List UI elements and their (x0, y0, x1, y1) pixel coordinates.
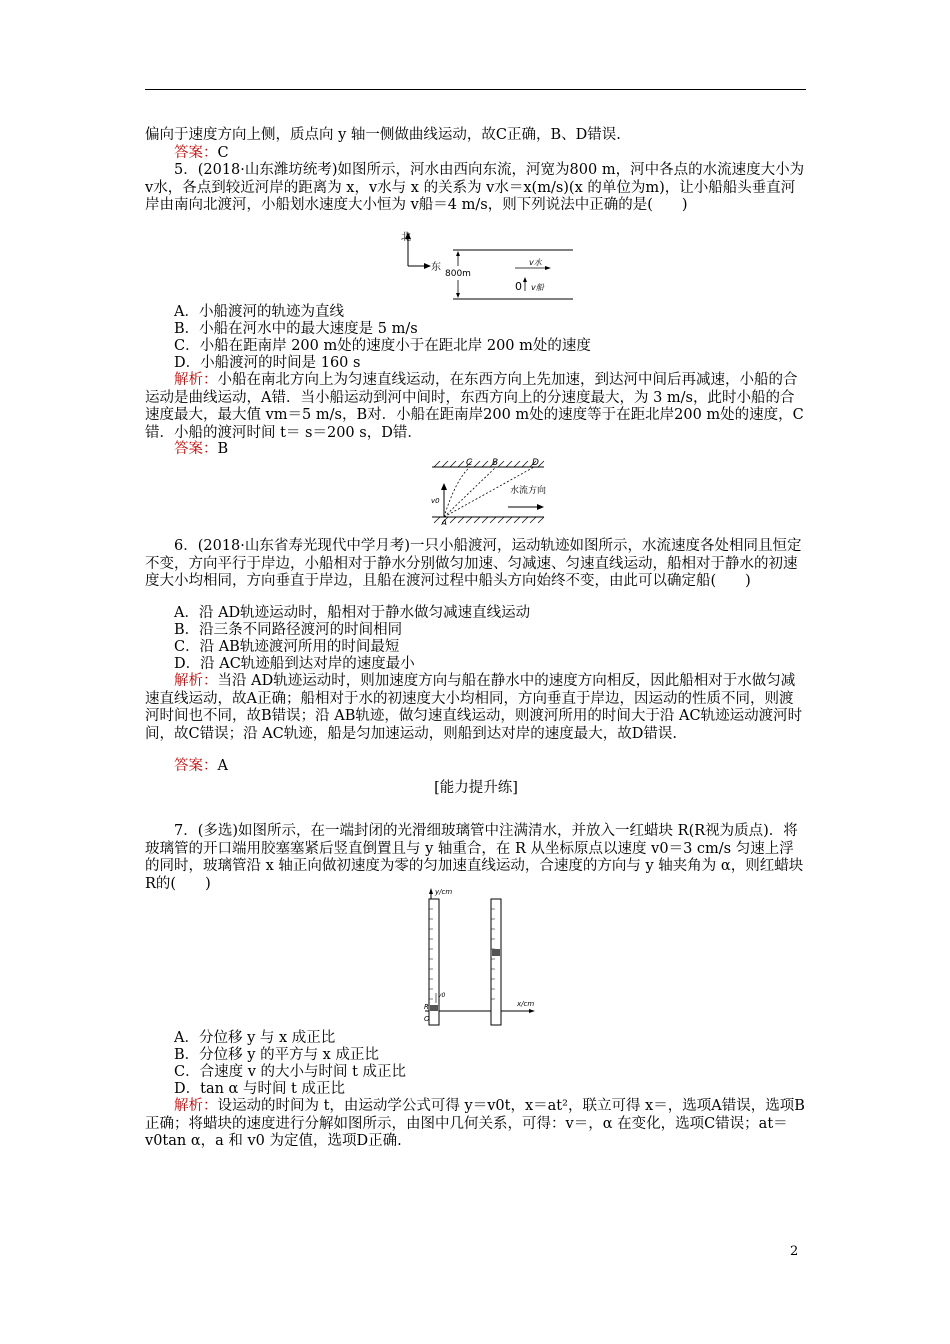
intro-line: 偏向于速度方向上侧，质点向 y 轴一侧做曲线运动，故C正确，B、D错误. (145, 127, 621, 143)
q7-option-d: D．tan α 与时间 t 成正比 (174, 1081, 345, 1097)
point-d-label: D (532, 458, 539, 468)
v0-label: v0 (438, 992, 446, 999)
q5-option-b: B．小船在河水中的最大速度是 5 m/s (174, 321, 418, 337)
v-water-label: v水 (529, 258, 542, 267)
page-number: 2 (790, 1244, 799, 1259)
q6-option-a: A．沿 AD轨迹运动时，船相对于静水做匀减速直线运动 (174, 605, 531, 621)
q6-stem: 6．(2018·山东省寿光现代中学月考)一只小船渡河，运动轨迹如图所示，水流速度各处相同且恒定不变，方向平行于岸边，小船相对于静水分别做匀加速、匀减速、匀速直线运动，船相对于静水的初速度大小均相同，方向垂直于岸边，且船在渡河过程中船头方向始终不变，由此可以确定船( ) (145, 538, 802, 590)
v-boat-label: v船 (531, 283, 544, 292)
q6-answer: 答案：A (174, 758, 228, 774)
q5-option-a: A．小船渡河的轨迹为直线 (174, 304, 344, 320)
y-axis-label: y/cm (435, 888, 453, 896)
q6-option-d: D．沿 AC轨迹船到达对岸的速度最小 (174, 656, 415, 672)
north-label: 北 (401, 232, 411, 243)
q6-option-b: B．沿三条不同路径渡河的时间相同 (174, 622, 403, 638)
point-a-label: A (441, 519, 448, 525)
q7-option-b: B．分位移 y 的平方与 x 成正比 (174, 1047, 379, 1063)
flow-label: 水流方向 (510, 486, 547, 496)
q5-stem: 5．(2018·山东潍坊统考)如图所示，河水由西向东流，河宽为800 m，河中各点的水流速度大小为 v水，各点到较近河岸的距离为 x，v水与 x 的关系为 v水＝x(m/s)(x 的单位为m)，让小船船头垂直河岸由南向北渡河，小船划水速度大小恒为 v船＝4 m/s，则下列说法中正确的是( ) (145, 162, 805, 214)
q6-option-c: C．沿 AB轨迹渡河所用的时间最短 (174, 639, 400, 655)
x-axis-label: x/cm (517, 1000, 535, 1008)
origin-o-label: O (424, 1015, 430, 1023)
q5-analysis: 解析：小船在南北方向上为匀速直线运动，在东西方向上先加速，到达河中间后再减速，小船的合运动是曲线运动，A错．当小船运动到河中间时，东西方向上的分速度最大，为 3 m/s，此时小船的合速度最大，最大值 vm＝5 m/s，B对．小船在距南岸200 m处的速度等于在距北岸200 m处的速度，C错．小船的渡河时间 t＝ s＝200 s，D错． (145, 372, 804, 441)
section-title: [能力提升练] (434, 780, 518, 796)
q7-stem: 7．(多选)如图所示，在一端封闭的光滑细玻璃管中注满清水，并放入一红蜡块 R(R视为质点)．将玻璃管的开口端用胶塞塞紧后竖直倒置且与 y 轴重合，在 R 从坐标原点以速度 v0＝3 cm/s 匀速上浮的同时，玻璃管沿 x 轴正向做初速度为零的匀加速直线运动，合速度的方向与 y 轴夹角为 α，则红蜡块 R的( ) (145, 823, 804, 892)
q5-option-c: C．小船在距南岸 200 m处的速度小于在距北岸 200 m处的速度 (174, 338, 591, 354)
width-label: 800m (445, 269, 471, 279)
q6-trajectory-figure (428, 457, 553, 525)
q5-option-d: D．小船渡河的时间是 160 s (174, 355, 361, 371)
v0-label: v0 (431, 497, 440, 505)
q7-tube-figure (421, 885, 541, 1027)
q6-analysis: 解析：当沿 AD轨迹运动时，则加速度方向与船在静水中的速度方向相反，因此船相对于水做匀减速直线运动，故A正确；船相对于水的初速度大小均相同，方向垂直于岸边，因运动的性质不同，则渡河时间也不同，故B错误；沿 AB轨迹，做匀速直线运动，则渡河所用的时间大于沿 AC轨迹运动渡河时间，故C错误；沿 AC轨迹，船是匀加速运动，则船到达对岸的速度最大，故D错误. (145, 673, 803, 742)
east-label: 东 (431, 262, 441, 273)
point-c-label: C (466, 458, 473, 468)
origin-label: 0 (515, 280, 522, 293)
q5-river-figure (395, 228, 585, 302)
point-b-label: B (492, 458, 499, 468)
r-label: R (424, 1003, 429, 1011)
q7-option-a: A．分位移 y 与 x 成正比 (174, 1030, 336, 1046)
q4-answer: 答案：C (174, 145, 229, 161)
q7-analysis: 解析：设运动的时间为 t，由运动学公式可得 y＝v0t，x＝at²，联立可得 x＝，选项A错误，选项B正确；将蜡块的速度进行分解如图所示，由图中几何关系，可得：v＝，α 在变化，选项C错误；at＝v0tan α，a 和 v0 为定值，选项D正确. (145, 1098, 805, 1150)
header-rule (145, 89, 806, 90)
q7-option-c: C．合速度 v 的大小与时间 t 成正比 (174, 1064, 407, 1080)
q5-answer: 答案：B (174, 441, 229, 457)
